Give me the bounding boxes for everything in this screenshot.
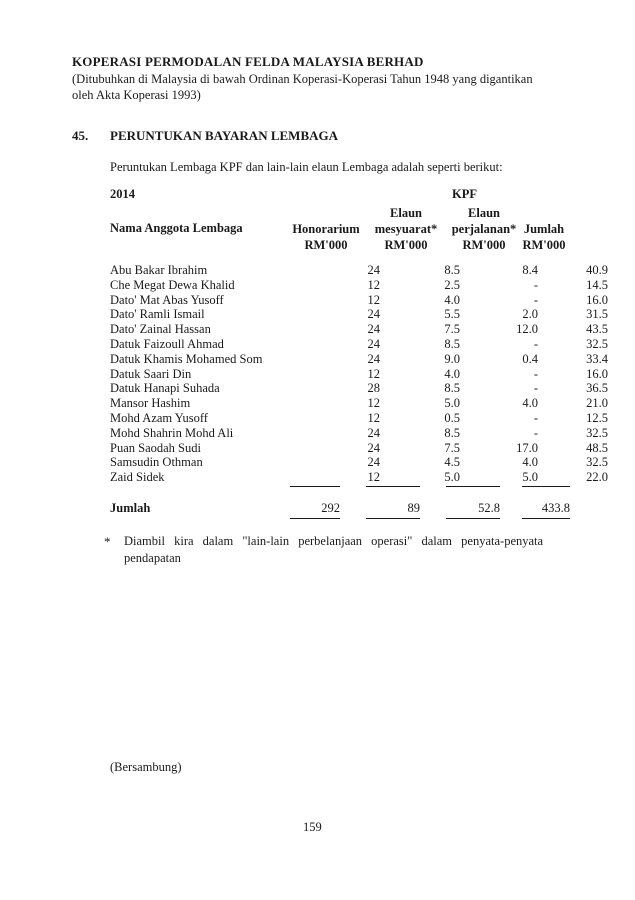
travel-allowance-cell: 8.4 [522,263,538,277]
table-row [110,278,608,293]
column-header-total [514,221,574,253]
member-name-cell: Datuk Faizoull Ahmad [110,336,224,351]
row-total-cell: 40.9 [586,263,608,277]
travel-allowance-cell: 17.0 [516,440,538,455]
row-total-cell: 12.5 [586,410,608,425]
total-rule-grand [522,518,570,519]
continued-label: (Bersambung) [110,760,182,774]
total-travel: 52.8 [478,501,500,515]
section-title: PERUNTUKAN BAYARAN LEMBAGA [110,128,339,143]
member-name-cell: Samsudin Othman [110,455,203,470]
row-total-cell: 21.0 [586,396,608,411]
column-header-total-line2: RM'000 [522,238,566,252]
honorarium-cell: 24 [367,307,380,322]
travel-allowance-cell: - [533,336,538,351]
table-row [110,411,608,426]
honorarium-cell: 24 [367,322,380,337]
column-header-meeting-line2: mesyuarat* [374,222,438,236]
honorarium-cell: 24 [367,336,380,351]
table-row [110,455,608,470]
meeting-allowance-cell: 8.5 [444,425,460,440]
column-header-travel-line3: RM'000 [462,238,506,252]
total-grand: 433.8 [541,501,570,515]
meeting-allowance-cell: 9.0 [444,351,460,366]
table-group-header: KPF [452,187,477,201]
table-year: 2014 [110,187,135,201]
table-row [110,396,608,411]
member-name-cell: Datuk Saari Din [110,366,192,381]
honorarium-cell: 12 [367,396,380,411]
column-header-travel-line2: perjalanan* [451,222,517,236]
travel-allowance-cell: - [533,292,538,307]
table-row [110,470,608,485]
footnote-text: Diambil kira dalam "lain-lain perbelanjaan operasi" dalam penyata-penyata pendapatan [124,534,544,565]
meeting-allowance-cell: 5.0 [444,396,460,411]
travel-allowance-cell: 2.0 [522,307,538,322]
total-rule-meeting [366,518,420,519]
total-rule-travel [446,518,500,519]
member-name-cell: Datuk Khamis Mohamed Som [110,351,263,366]
member-name-cell: Che Megat Dewa Khalid [110,277,235,292]
column-header-honorarium [286,221,366,253]
honorarium-cell: 24 [367,440,380,455]
subtotal-rule-honorarium [290,486,340,487]
column-header-travel [444,205,524,253]
honorarium-cell: 24 [367,455,380,470]
honorarium-cell: 24 [367,425,380,440]
total-meeting: 89 [407,501,420,515]
table-row [110,352,608,367]
member-name-cell: Mohd Shahrin Mohd Ali [110,425,234,440]
row-total-cell: 36.5 [586,381,608,396]
member-name-cell: Dato' Zainal Hassan [110,322,211,337]
travel-allowance-cell: - [533,410,538,425]
row-total-cell: 48.5 [586,440,608,455]
member-name-cell: Zaid Sidek [110,470,165,485]
table-row [110,307,608,322]
travel-allowance-cell: - [533,381,538,396]
row-total-cell: 32.5 [586,425,608,440]
honorarium-cell: 24 [367,351,380,366]
honorarium-cell: 12 [367,277,380,292]
row-total-cell: 32.5 [586,455,608,470]
table-row [110,337,608,352]
travel-allowance-cell: 4.0 [522,455,538,470]
travel-allowance-cell: - [533,425,538,440]
table-row [110,367,608,382]
total-label: Jumlah [110,501,151,515]
honorarium-cell: 24 [367,263,380,277]
board-payment-table [110,263,608,485]
subtotal-rule-total [522,486,570,487]
section-number: 45. [72,128,89,143]
table-row [110,293,608,308]
meeting-allowance-cell: 0.5 [444,410,460,425]
member-name-cell: Puan Saodah Sudi [110,440,201,455]
row-total-cell: 33.4 [586,351,608,366]
column-header-meeting [366,205,446,253]
row-total-cell: 31.5 [586,307,608,322]
meeting-allowance-cell: 7.5 [444,322,460,337]
column-header-travel-line1: Elaun [468,206,500,220]
meeting-allowance-cell: 4.5 [444,455,460,470]
meeting-allowance-cell: 4.0 [444,366,460,381]
total-honorarium: 292 [321,501,340,515]
total-rule-honorarium [290,518,340,519]
member-name-cell: Abu Bakar Ibrahim [110,263,208,277]
row-total-cell: 16.0 [586,366,608,381]
meeting-allowance-cell: 5.0 [444,470,460,485]
row-total-cell: 22.0 [586,470,608,485]
section-intro: Peruntukan Lembaga KPF dan lain-lain elaun Lembaga adalah seperti berikut: [110,160,503,174]
honorarium-cell: 28 [367,381,380,396]
subtotal-rule-meeting [366,486,420,487]
travel-allowance-cell: - [533,277,538,292]
column-header-honorarium-line1: Honorarium [292,222,360,236]
honorarium-cell: 12 [367,292,380,307]
organization-subtitle-line1: (Ditubuhkan di Malaysia di bawah Ordinan Koperasi-Koperasi Tahun 1948 yang digantikan [72,72,533,86]
travel-allowance-cell: 5.0 [522,470,538,485]
member-name-cell: Mohd Azam Yusoff [110,410,208,425]
column-header-meeting-line3: RM'000 [384,238,428,252]
row-total-cell: 16.0 [586,292,608,307]
travel-allowance-cell: 4.0 [522,396,538,411]
travel-allowance-cell: 0.4 [522,351,538,366]
footnote-marker: * [104,534,111,549]
member-name-cell: Dato' Ramli Ismail [110,307,205,322]
honorarium-cell: 12 [367,366,380,381]
table-row [110,426,608,441]
page-number: 159 [303,820,322,834]
member-name-cell: Datuk Hanapi Suhada [110,381,220,396]
column-header-honorarium-line2: RM'000 [304,238,348,252]
row-total-cell: 14.5 [586,277,608,292]
member-name-cell: Mansor Hashim [110,396,191,411]
travel-allowance-cell: 12.0 [516,322,538,337]
organization-subtitle-line2: oleh Akta Koperasi 1993) [72,88,201,102]
table-row [110,381,608,396]
meeting-allowance-cell: 8.5 [444,336,460,351]
honorarium-cell: 12 [367,470,380,485]
table-row [110,441,608,456]
row-total-cell: 43.5 [586,322,608,337]
meeting-allowance-cell: 7.5 [444,440,460,455]
column-header-meeting-line1: Elaun [390,206,422,220]
table-row [110,322,608,337]
row-total-cell: 32.5 [586,336,608,351]
meeting-allowance-cell: 8.5 [444,381,460,396]
travel-allowance-cell: - [533,366,538,381]
subtotal-rule-travel [446,486,500,487]
meeting-allowance-cell: 4.0 [444,292,460,307]
honorarium-cell: 12 [367,410,380,425]
table-row [110,263,608,278]
meeting-allowance-cell: 2.5 [444,277,460,292]
member-name-cell: Dato' Mat Abas Yusoff [110,292,224,307]
meeting-allowance-cell: 5.5 [444,307,460,322]
meeting-allowance-cell: 8.5 [444,263,460,277]
column-header-total-line1: Jumlah [523,222,565,236]
column-header-name: Nama Anggota Lembaga [110,221,243,235]
organization-name: KOPERASI PERMODALAN FELDA MALAYSIA BERHAD [72,54,424,69]
